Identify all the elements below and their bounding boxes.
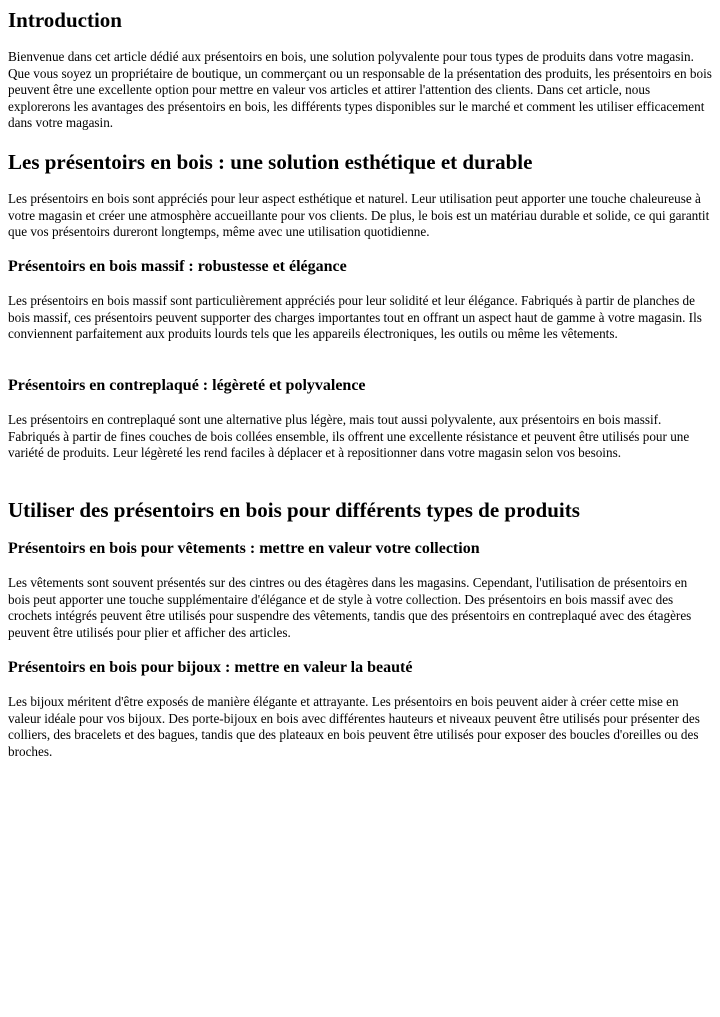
section-heading-esthetique: Les présentoirs en bois : une solution esthétique et durable (8, 150, 533, 174)
subsection-heading-vetements: Présentoirs en bois pour vêtements : mettre en valeur votre collection (8, 540, 480, 557)
subsection-heading-bois-massif: Présentoirs en bois massif : robustesse et élégance (8, 258, 347, 275)
subsection-paragraph-bijoux: Les bijoux méritent d'être exposés de manière élégante et attrayante. Les présentoirs en bois peuvent aider à créer cette mise en valeur idéale pour vos bijoux. Des porte-bijoux en bois avec différentes hauteurs et niveaux peuvent être utilisés pour présenter des colliers, des bracelets et des bagues, tandis que des plateaux en bois peuvent être utilisés pour exposer des boucles d'oreilles ou des broches. (8, 694, 700, 759)
intro-paragraph: Bienvenue dans cet article dédié aux présentoirs en bois, une solution polyvalente pour tous types de produits dans votre magasin. Que vous soyez un propriétaire de boutique, un commerçant ou un responsable de la présentation des produits, les présentoirs en bois peuvent être une excellente option pour mettre en valeur vos articles et attirer l'attention des clients. Dans cet article, nous explorerons les avantages des présentoirs en bois, les différents types disponibles sur le marché et comment les utiliser efficacement dans votre magasin. (8, 49, 712, 131)
subsection-paragraph-contreplaque: Les présentoirs en contreplaqué sont une alternative plus légère, mais tout aussi polyvalente, aux présentoirs en bois massif. Fabriqués à partir de fines couches de bois collées ensemble, ils offrent une excellente résistance et peuvent être utilisés pour une variété de produits. Leur légèreté les rend faciles à déplacer et à repositionner dans votre magasin selon vos besoins. (8, 412, 690, 461)
subsection-heading-contreplaque: Présentoirs en contreplaqué : légèreté et polyvalence (8, 377, 366, 394)
section-heading-types-produits: Utiliser des présentoirs en bois pour différents types de produits (8, 498, 580, 522)
subsection-paragraph-bois-massif: Les présentoirs en bois massif sont particulièrement appréciés pour leur solidité et leur élégance. Fabriqués à partir de planches de bois massif, ces présentoirs peuvent supporter des charges importantes tout en offrant un aspect haut de gamme à votre magasin. Ils conviennent parfaitement aux produits lourds tels que les appareils électroniques, les outils ou même les vêtements. (8, 293, 702, 342)
subsection-heading-bijoux: Présentoirs en bois pour bijoux : mettre en valeur la beauté (8, 659, 413, 676)
subsection-paragraph-vetements: Les vêtements sont souvent présentés sur des cintres ou des étagères dans les magasins. Cependant, l'utilisation de présentoirs en bois peut apporter une touche supplémentaire d'élégance et de style à votre collection. Des présentoirs en bois massif avec des crochets intégrés peuvent être utilisés pour suspendre des vêtements, tandis que des présentoirs en contreplaqué avec des étagères peuvent être utilisés pour plier et afficher des articles. (8, 575, 692, 640)
section-paragraph-esthetique: Les présentoirs en bois sont appréciés pour leur aspect esthétique et naturel. Leur utilisation peut apporter une touche chaleureuse à votre magasin et créer une atmosphère accueillante pour vos clients. De plus, le bois est un matériau durable et solide, ce qui garantit que vos présentoirs dureront longtemps, même avec une utilisation quotidienne. (8, 191, 710, 240)
intro-heading: Introduction (8, 8, 122, 32)
